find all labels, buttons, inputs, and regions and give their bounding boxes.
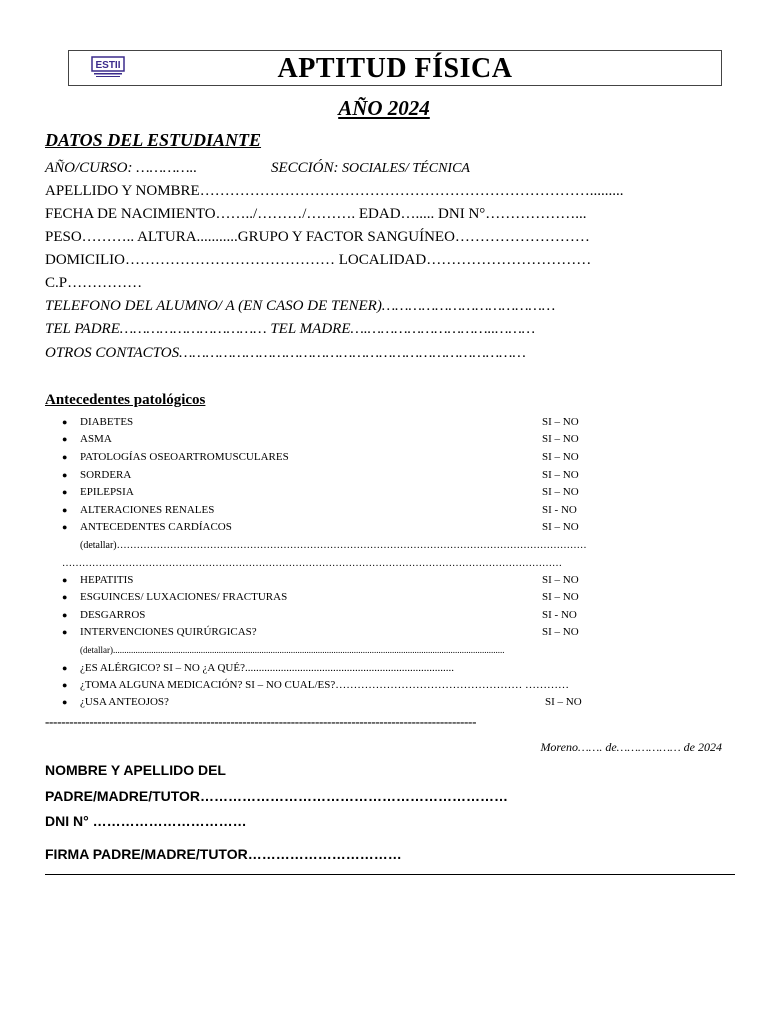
field-apellido: APELLIDO Y NOMBRE……………………………………………………………………......... xyxy=(45,183,624,199)
list-item: ● ANTECEDENTES CARDÍACOS xyxy=(62,521,232,533)
list-item: ● SORDERA xyxy=(62,469,132,481)
list-item: ● DESGARROS xyxy=(62,609,146,621)
separator-dashes: ----------------------------------------------------------------------------------------------------------- xyxy=(45,714,477,729)
list-item: ● ALTERACIONES RENALES xyxy=(62,504,215,516)
list-item-alergico: ● ¿ES ALÉRGICO? SI – NO ¿A QUÉ?............................................................................ xyxy=(62,662,454,674)
list-item: ● DIABETES xyxy=(62,416,134,428)
list-item: ● EPILEPSIA xyxy=(62,486,134,498)
field-peso: PESO……….. ALTURA...........GRUPO Y FACTOR SANGUÍNEO……………………… xyxy=(45,229,590,245)
detail-line: (detallar)…………………………………………………………………………………………………………………………… xyxy=(80,540,587,551)
field-seccion xyxy=(271,160,470,177)
dni-field: DNI N° …………………………… xyxy=(45,813,247,829)
list-item-medicacion: ● ¿TOMA ALGUNA MEDICACIÓN? SI – NO CUAL/ES?…………………………………………… ………… xyxy=(62,679,569,691)
field-telefono: TELEFONO DEL ALUMNO/ A (EN CASO DE TENER)………………………………… xyxy=(45,298,556,314)
list-item: ● INTERVENCIONES QUIRÚRGICAS? xyxy=(62,626,257,638)
antecedentes-title: Antecedentes patológicos xyxy=(45,392,206,408)
field-cp: C.P…………… xyxy=(45,275,143,291)
seccion-options: SOCIALES/ TÉCNICA xyxy=(338,161,470,176)
list-item: ● ESGUINCES/ LUXACIONES/ FRACTURAS xyxy=(62,591,288,603)
yes-no-option: SI – NO xyxy=(545,696,582,708)
list-item-anteojos: ● ¿USA ANTEOJOS? xyxy=(62,696,169,708)
svg-text:ESTII: ESTII xyxy=(95,60,121,71)
yes-no-option: SI – NO xyxy=(542,469,579,481)
field-anio-curso: AÑO/CURSO: ………….. xyxy=(45,160,198,176)
field-domicilio: DOMICILIO…………………………………… LOCALIDAD…………………………… xyxy=(45,252,592,268)
yes-no-option: SI - NO xyxy=(542,504,577,516)
student-section-title: DATOS DEL ESTUDIANTE xyxy=(45,130,262,150)
yes-no-option: SI – NO xyxy=(542,591,579,603)
date-line: Moreno……. de……………… de 2024 xyxy=(540,740,722,754)
detail-line: (detallar).............................................................................................................................................................................. xyxy=(80,645,505,655)
yes-no-option: SI – NO xyxy=(542,521,579,533)
yes-no-option: SI – NO xyxy=(542,574,579,586)
list-item: ● PATOLOGÍAS OSEOARTROMUSCULARES xyxy=(62,451,289,463)
list-item: ● HEPATITIS xyxy=(62,574,134,586)
field-otros-contactos: OTROS CONTACTOS…………………………………………………………………… xyxy=(45,345,526,361)
yes-no-option: SI – NO xyxy=(542,433,579,445)
list-item: ● ASMA xyxy=(62,433,112,445)
field-tel-padres: TEL PADRE…………………………… TEL MADRE….………………………..……… xyxy=(45,321,536,337)
detail-line: …………………………………………………………………………………………………………………………………… xyxy=(62,558,562,569)
title-box xyxy=(68,50,722,86)
yes-no-option: SI – NO xyxy=(542,486,579,498)
seccion-label: SECCIÓN: xyxy=(271,160,339,176)
yes-no-option: SI - NO xyxy=(542,609,577,621)
year-title: AÑO 2024 xyxy=(338,96,430,120)
parent-name-label: NOMBRE Y APELLIDO DEL xyxy=(45,762,226,778)
yes-no-option: SI – NO xyxy=(542,451,579,463)
field-fecha: FECHA DE NACIMIENTO……../………/………. EDAD…..... DNI N°………………... xyxy=(45,206,587,222)
parent-name-field: PADRE/MADRE/TUTOR………………………………………………………… xyxy=(45,788,509,804)
bottom-rule xyxy=(45,874,735,875)
yes-no-option: SI – NO xyxy=(542,416,579,428)
signature-field: FIRMA PADRE/MADRE/TUTOR…………………………… xyxy=(45,846,402,862)
page-title: APTITUD FÍSICA xyxy=(277,53,513,84)
yes-no-option: SI – NO xyxy=(542,626,579,638)
